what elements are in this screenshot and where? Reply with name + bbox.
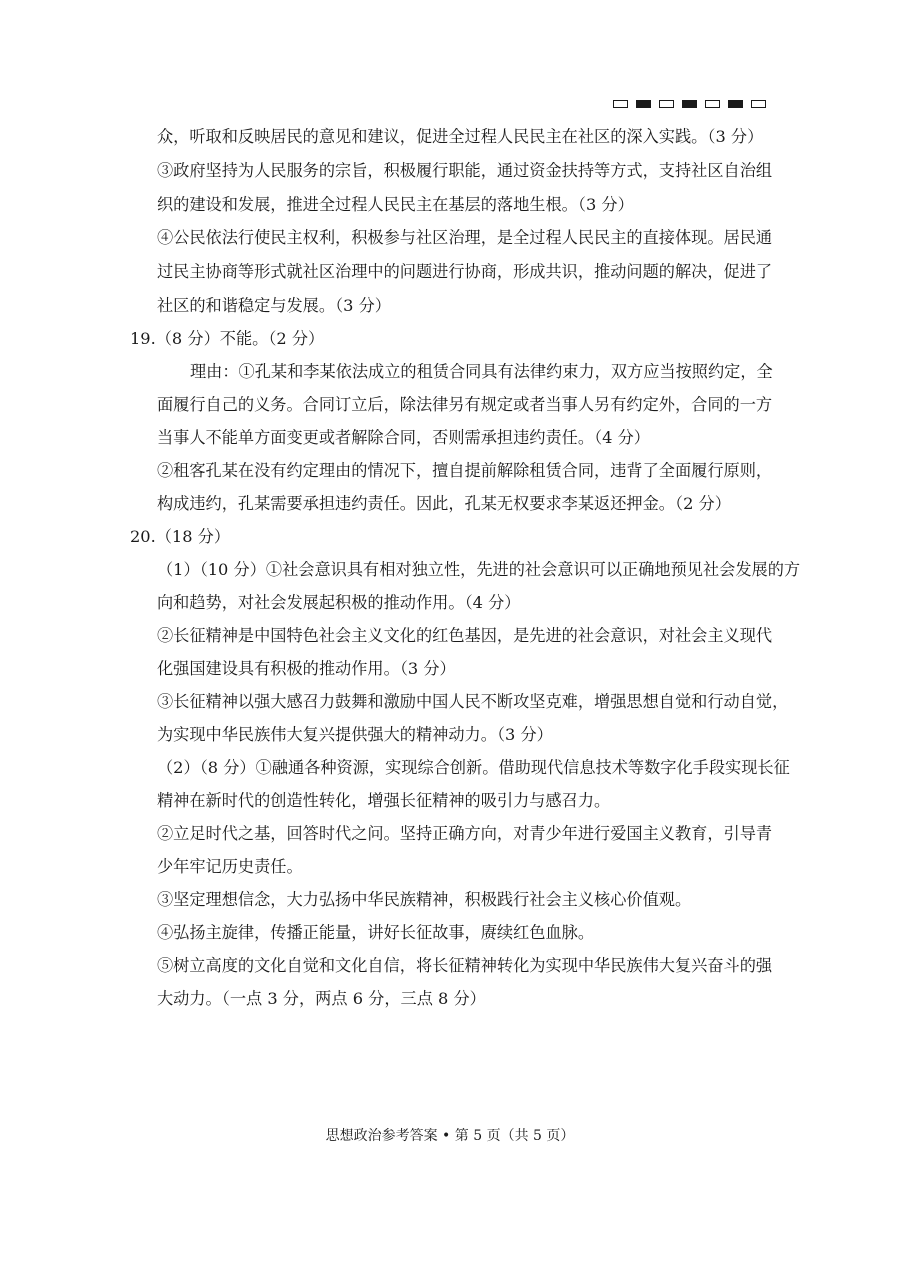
text-line: 少年牢记历史责任。 (157, 857, 303, 876)
empty-box-mark (705, 100, 720, 108)
text-line: ④弘扬主旋律，传播正能量，讲好长征故事，赓续红色血脉。 (157, 923, 595, 942)
text-line: ②租客孔某在没有约定理由的情况下，擅自提前解除租赁合同，违背了全面履行原则， (157, 461, 773, 480)
text-line: 构成违约，孔某需要承担违约责任。因此，孔某无权要求李某返还押金。（2 分） (157, 494, 731, 513)
text-line: 当事人不能单方面变更或者解除合同，否则需承担违约责任。（4 分） (157, 428, 650, 447)
empty-box-mark (659, 100, 674, 108)
header-marks (613, 100, 766, 108)
text-line: 化强国建设具有积极的推动作用。（3 分） (157, 659, 456, 678)
text-line: 理由：①孔某和李某依法成立的租赁合同具有法律约束力，双方应当按照约定，全 (190, 362, 773, 381)
text-line: 众，听取和反映居民的意见和建议，促进全过程人民民主在社区的深入实践。（3 分） (157, 127, 764, 146)
text-line: 织的建设和发展，推进全过程人民民主在基层的落地生根。（3 分） (157, 195, 634, 214)
text-line: 面履行自己的义务。合同订立后，除法律另有规定或者当事人另有约定外，合同的一方 (157, 395, 773, 414)
text-line: 为实现中华民族伟大复兴提供强大的精神动力。（3 分） (157, 725, 553, 744)
text-line: （1）（10 分）①社会意识具有相对独立性，先进的社会意识可以正确地预见社会发展的方 (157, 560, 801, 579)
text-line: ④公民依法行使民主权利，积极参与社区治理，是全过程人民民主的直接体现。居民通 (157, 228, 773, 247)
text-line: ③坚定理想信念，大力弘扬中华民族精神，积极践行社会主义核心价值观。 (157, 890, 692, 909)
question-heading: 20.（18 分） (130, 527, 231, 546)
filled-box-mark (682, 100, 697, 108)
page-footer: 思想政治参考答案 • 第 5 页（共 5 页） (325, 1128, 575, 1144)
text-line: （2）（8 分）①融通各种资源，实现综合创新。借助现代信息技术等数字化手段实现长征 (157, 758, 790, 777)
text-line: 社区的和谐稳定与发展。（3 分） (157, 296, 391, 315)
text-line: 过民主协商等形式就社区治理中的问题进行协商，形成共识，推动问题的解决，促进了 (157, 262, 773, 281)
text-line: 精神在新时代的创造性转化，增强长征精神的吸引力与感召力。 (157, 791, 611, 810)
text-line: ③长征精神以强大感召力鼓舞和激励中国人民不断攻坚克难，增强思想自觉和行动自觉， (157, 692, 789, 711)
empty-box-mark (751, 100, 766, 108)
text-line: ②立足时代之基，回答时代之问。坚持正确方向，对青少年进行爱国主义教育，引导青 (157, 824, 773, 843)
text-line: 向和趋势，对社会发展起积极的推动作用。（4 分） (157, 593, 521, 612)
empty-box-mark (613, 100, 628, 108)
filled-box-mark (728, 100, 743, 108)
text-line: ⑤树立高度的文化自觉和文化自信，将长征精神转化为实现中华民族伟大复兴奋斗的强 (157, 956, 773, 975)
text-line: 大动力。（一点 3 分，两点 6 分，三点 8 分） (157, 989, 486, 1008)
text-line: ③政府坚持为人民服务的宗旨，积极履行职能，通过资金扶持等方式，支持社区自治组 (157, 161, 773, 180)
filled-box-mark (636, 100, 651, 108)
text-line: ②长征精神是中国特色社会主义文化的红色基因，是先进的社会意识，对社会主义现代 (157, 626, 773, 645)
question-heading: 19.（8 分）不能。（2 分） (130, 329, 325, 348)
